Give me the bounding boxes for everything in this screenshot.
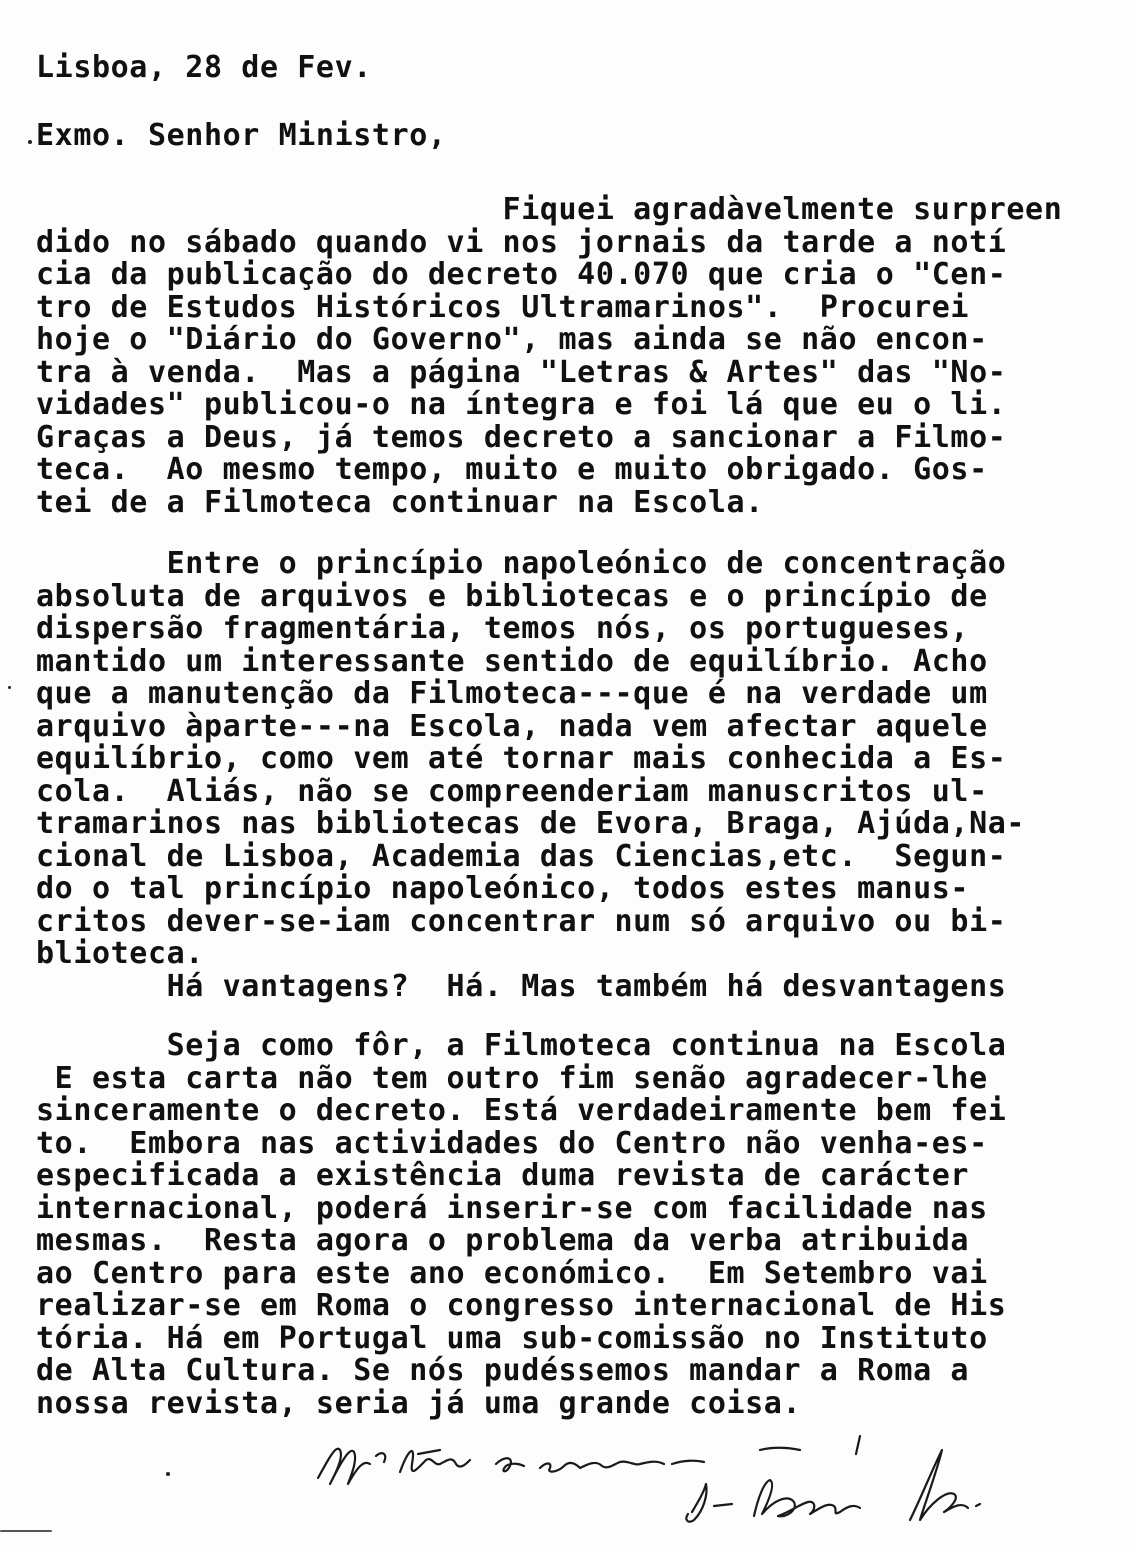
text-line: equilíbrio, como vem até tornar mais conhecida a Es- [36,741,1007,776]
margin-mark [0,1530,52,1532]
paragraph-2 [36,548,1025,1003]
text-line: E esta carta não tem outro fim senão agradecer-lhe [36,1060,988,1096]
text-line: critos dever-se-iam concentrar num só arquivo ou bi- [36,903,1007,939]
text-line: tro de Estudos Históricos Ultramarinos". Procurei [36,289,970,325]
text-line: Há vantagens? Há. Mas também há desvantagens [36,968,1007,1004]
text-line: mantido um interessante sentido de equilíbrio. Acho [36,643,988,679]
margin-mark [28,140,32,144]
text-line: absoluta de arquivos e bibliotecas e o princípio de [36,578,988,614]
text-line: que a manutenção da Filmoteca---que é na verdade um [36,676,988,711]
paragraph-1 [36,194,1062,519]
text-line: Seja como fôr, a Filmoteca continua na Escola [36,1028,1007,1063]
text-line: especificada a existência duma revista de carácter [36,1158,970,1193]
margin-mark [8,686,11,689]
text-line: ao Centro para este ano económico. Em Setembro vai [36,1255,988,1291]
text-line: tramarinos nas bibliotecas de Evora, Braga, Ajúda,Na- [36,806,1026,841]
text-line: vidades" publicou-o na íntegra e foi lá que eu o li. [36,387,1007,422]
place-date: Lisboa, 28 de Fev. [36,50,372,85]
text-line: internacional, poderá inserir-se com facilidade nas [36,1190,988,1226]
text-line: arquivo àparte---na Escola, nada vem afectar aquele [36,708,988,744]
text-line: Graças a Deus, já temos decreto a sancionar a Filmo- [36,419,1007,455]
text-line: de Alta Cultura. Se nós pudéssemos mandar a Roma a [36,1353,970,1388]
text-line: teca. Ao mesmo tempo, muito e muito obrigado. Gos- [36,452,988,487]
text-line: Entre o princípio napoleónico de concentração [36,546,1007,581]
text-line: blioteca. [36,936,204,971]
text-line: do o tal princípio napoleónico, todos estes manus- [36,871,970,906]
text-line: cional de Lisboa, Academia das Ciencias,etc. Segun- [36,838,1007,874]
text-line: realizar-se em Roma o congresso internacional de His [36,1288,1007,1323]
text-line: cia da publicação do decreto 40.070 que cria o "Cen- [36,257,1007,292]
text-line: mesmas. Resta agora o problema da verba atribuida [36,1223,970,1258]
text-line: to. Embora nas actividades do Centro não venha-es- [36,1125,988,1161]
text-line: tória. Há em Portugal uma sub-comissão no Instituto [36,1320,988,1356]
text-line: dispersão fragmentária, temos nós, os portugueses, [36,611,970,646]
salutation: Exmo. Senhor Ministro, [36,118,447,153]
text-line: cola. Aliás, não se compreenderiam manuscritos ul- [36,773,988,809]
paragraph-3 [36,1030,1006,1420]
text-line: nossa revista, seria já uma grande coisa. [36,1385,802,1421]
text-line: tra à venda. Mas a página "Letras & Artes" das "No- [36,354,1007,390]
text-line: tei de a Filmoteca continuar na Escola. [36,484,764,520]
text-line: Fiquei agradàvelmente surpreen [36,192,1063,227]
text-line: hoje o "Diário do Governo", mas ainda se não encon- [36,322,988,357]
text-line: dido no sábado quando vi nos jornais da tarde a notí [36,224,1007,260]
text-line: sinceramente o decreto. Está verdadeiramente bem fei [36,1093,1007,1128]
margin-mark [166,1472,170,1476]
handwritten-signature [300,1420,1000,1530]
